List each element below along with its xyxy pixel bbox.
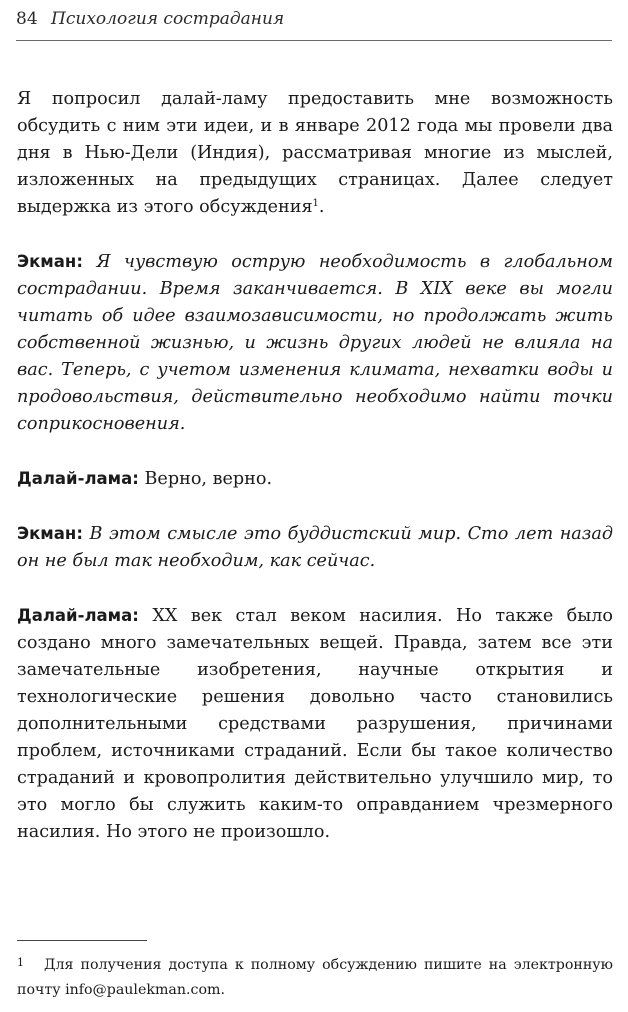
body-text (17, 86, 613, 873)
speaker-name: Далай-лама: (17, 606, 139, 625)
running-title: Психология сострадания (51, 9, 285, 29)
speaker-name: Экман: (17, 252, 83, 271)
speaker-name: Далай-лама: (17, 469, 139, 488)
page-header (16, 6, 612, 41)
footnote-text: Для получения доступа к полному обсуждению пишите на электронную почту info@paulekman.com. (17, 957, 613, 998)
dialogue-paragraph-ekman-1 (17, 248, 613, 438)
intro-text: Я попросил далай-ламу предоставить мне возможность обсудить с ним эти идеи, и в январе 2012 года мы провели два дня в Нью-Дели (Индия), рассматривая многие из мыслей, изложенных на предыдущих страницах. Далее следует выдержка из этого обсуждения (17, 89, 613, 217)
speech-text: Верно, верно. (144, 469, 273, 489)
intro-paragraph (17, 86, 613, 221)
footnote-divider (17, 940, 147, 941)
dialogue-paragraph-dalai-lama-2 (17, 602, 613, 846)
footnote (17, 950, 613, 1003)
dialogue-paragraph-dalai-lama-1 (17, 465, 613, 493)
speech-text: Я чувствую острую необходимость в глобальном сострадании. Время заканчивается. В XIX веке вы могли читать об идее взаимозависимости, но продолжать жить собственной жизнью, и жизнь других людей не влияла на вас. Теперь, с учетом изменения климата, нехватки воды и продовольствия, действительно необходимо найти точки соприкосновения. (17, 252, 613, 434)
speaker-name: Экман: (17, 524, 83, 543)
dialogue-paragraph-ekman-2 (17, 520, 613, 575)
speech-text: В этом смысле это буддистский мир. Сто лет назад он не был так необходим, как сейчас. (17, 524, 614, 571)
footnote-number: 1 (17, 956, 24, 969)
page-number: 84 (16, 9, 38, 29)
intro-end: . (318, 197, 325, 217)
footnote-reference: 1 (312, 198, 319, 209)
speech-text: XX век стал веком насилия. Но также было создано много замечательных вещей. Правда, затем все эти замечательные изобретения, научные открытия и технологические решения довольно часто становились дополнительными средствами разрушения, причинами проблем, источниками страданий. Если бы такое количество страданий и кровопролития действительно улучшило мир, то это могло бы служить каким-то оправданием чрезмерного насилия. Но этого не произошло. (17, 606, 614, 842)
